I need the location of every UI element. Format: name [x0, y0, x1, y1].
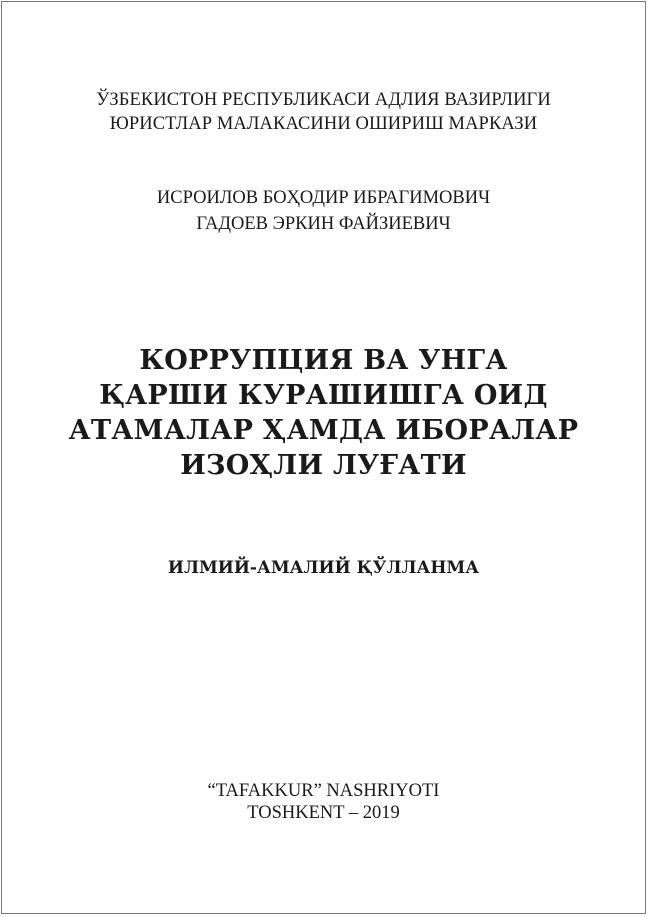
organization-header [2, 88, 645, 136]
authors [2, 185, 645, 237]
publisher-name: “TAFAKKUR” NASHRIYOTI [207, 781, 440, 801]
book-subtitle [2, 557, 645, 579]
publisher-info [2, 780, 645, 824]
title-line: ҚАРШИ КУРАШИШГА ОИД [99, 380, 548, 411]
book-title [2, 343, 645, 483]
author-name: ИСРОИЛОВ БОҲОДИР ИБРАГИМОВИЧ [156, 188, 491, 208]
title-line: АТАМАЛАР ҲАМДА ИБОРАЛАР [68, 415, 579, 446]
title-page [1, 1, 646, 914]
subtitle-text: ИЛМИЙ-АМАЛИЙ ҚЎЛЛАНМА [167, 558, 480, 578]
title-line: КОРРУПЦИЯ ВА УНГА [139, 345, 508, 376]
ministry-name: ЎЗБЕКИСТОН РЕСПУБЛИКАСИ АДЛИЯ ВАЗИРЛИГИ [96, 90, 551, 110]
author-name: ГАДОЕВ ЭРКИН ФАЙЗИЕВИЧ [196, 214, 451, 234]
publication-place-year: TOSHKENT – 2019 [247, 803, 400, 823]
center-name: ЮРИСТЛАР МАЛАКАСИНИ ОШИРИШ МАРКАЗИ [109, 114, 538, 134]
title-line: ИЗОҲЛИ ЛУҒАТИ [180, 450, 467, 481]
